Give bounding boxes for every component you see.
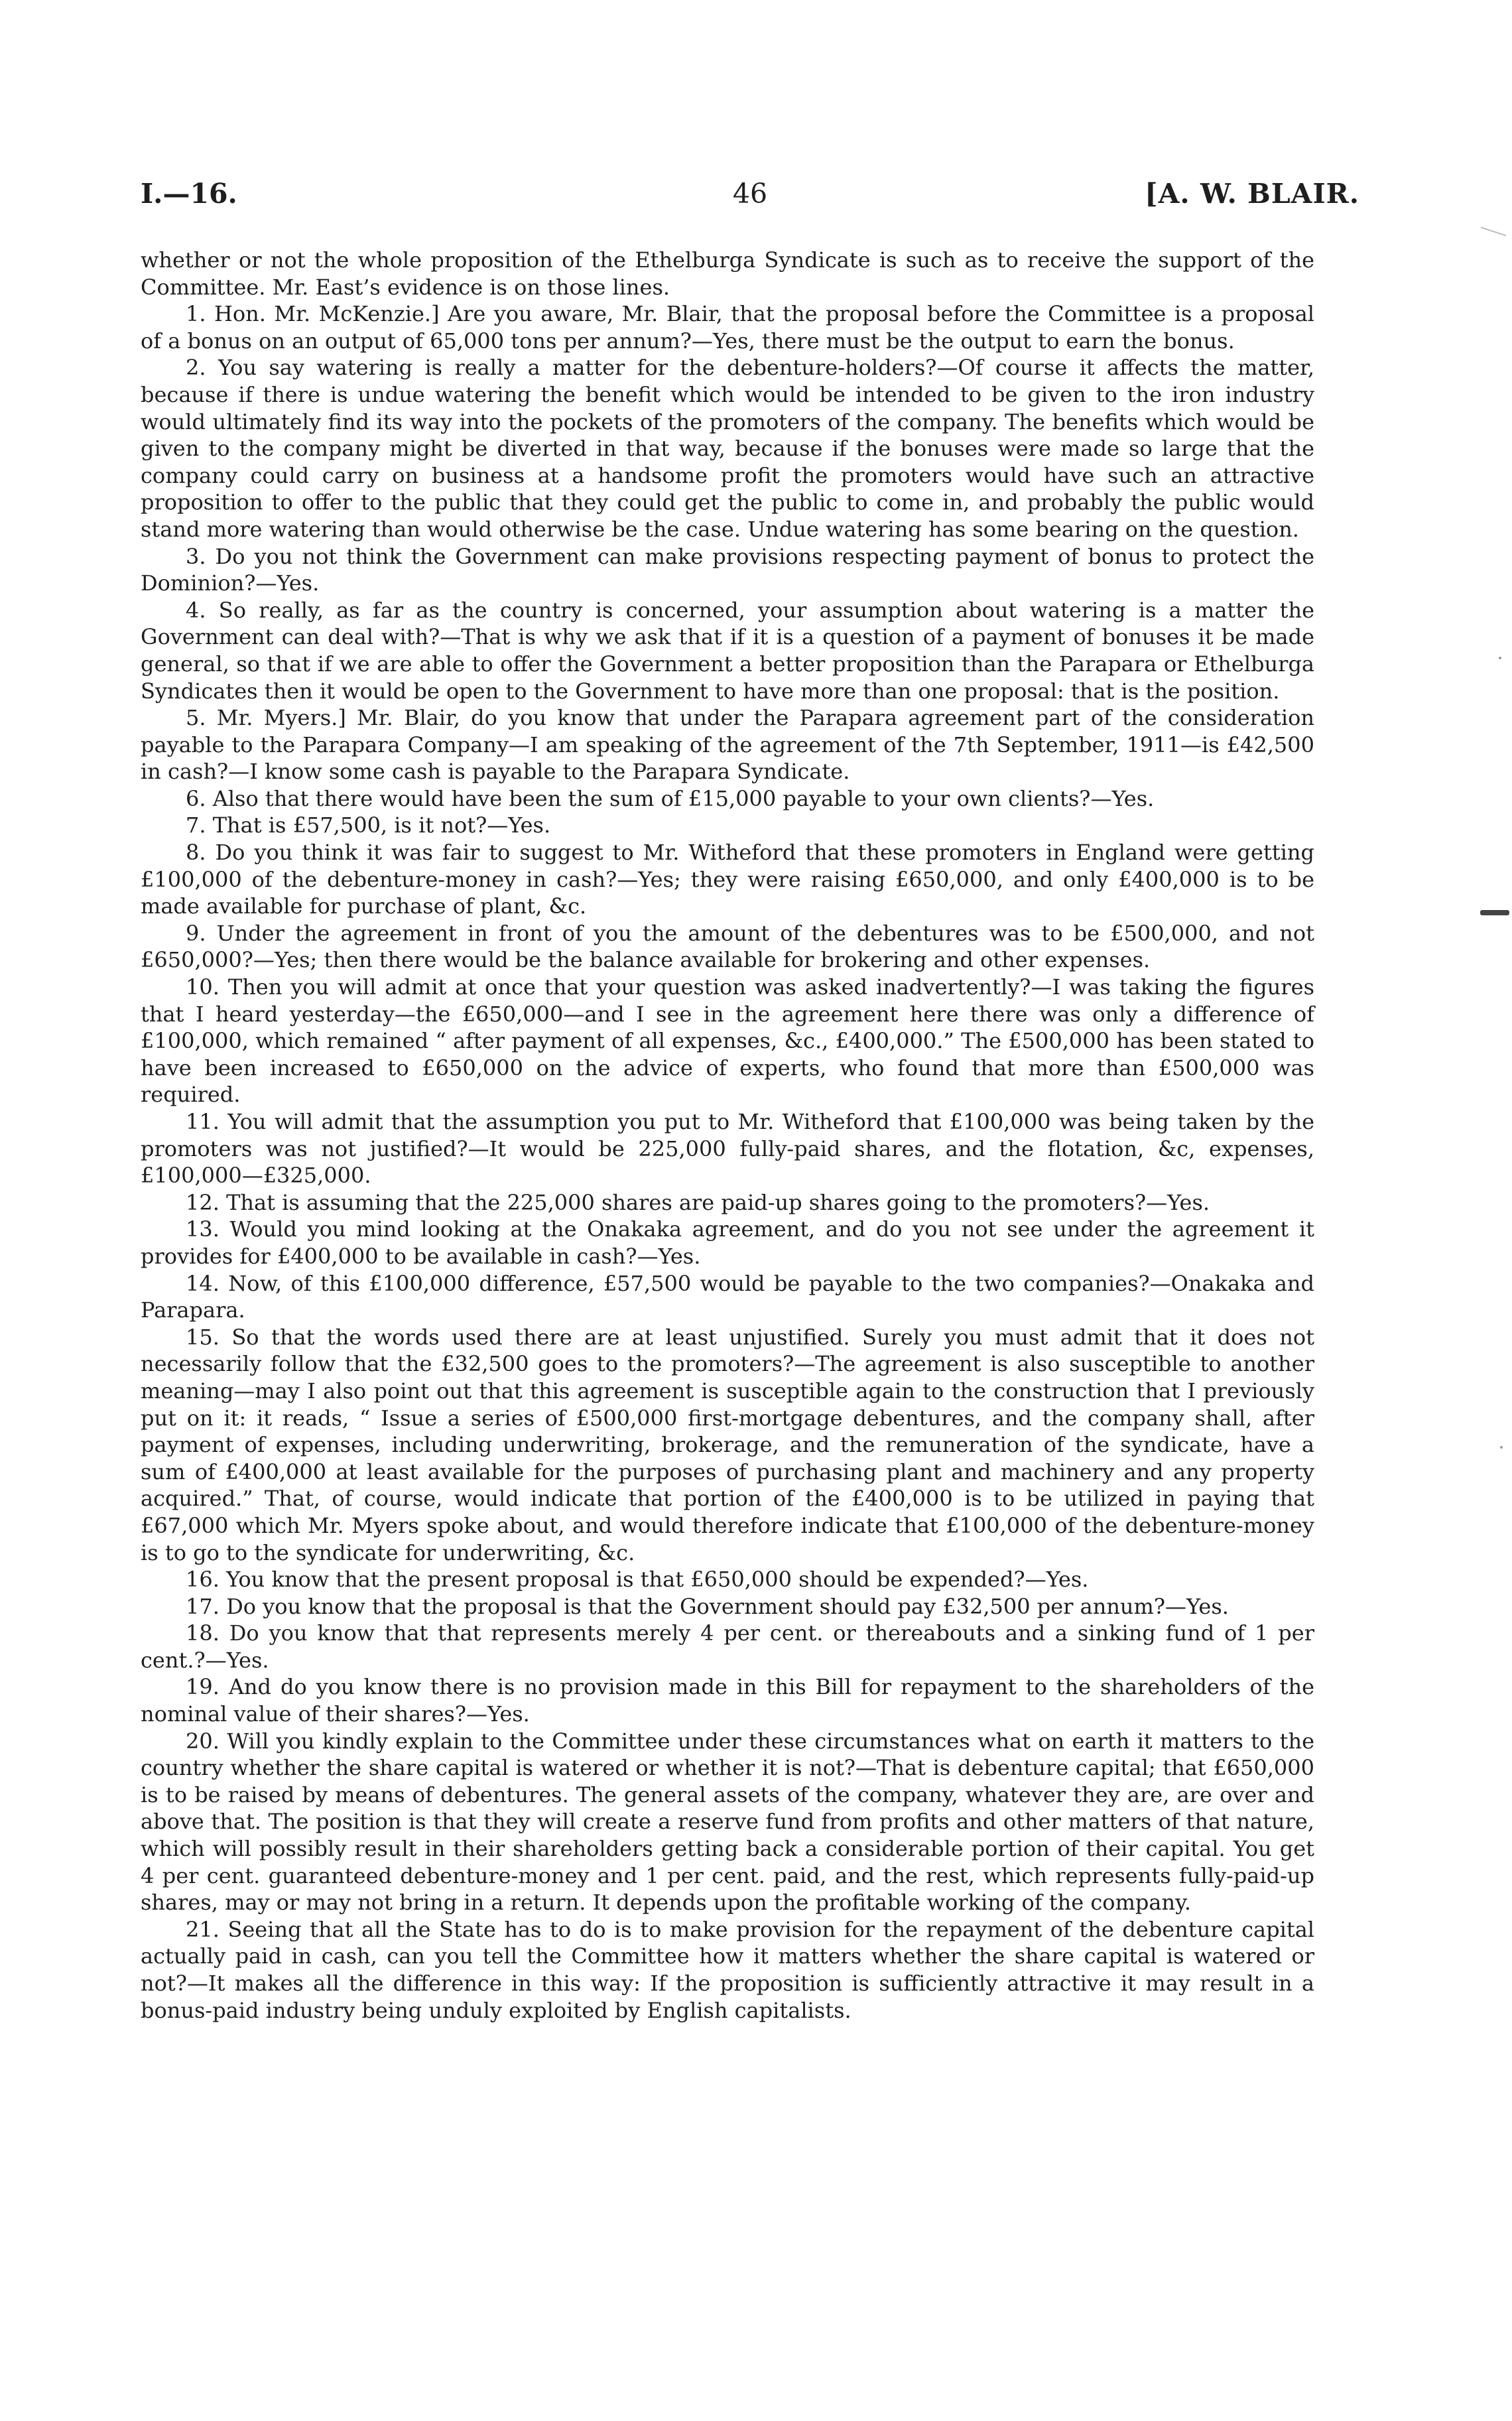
scan-speck — [1499, 657, 1501, 659]
question-paragraph: 19. And do you know there is no provision made in this Bill for repayment to the shareholders of the nominal value of their shares?—Yes. — [141, 1674, 1314, 1727]
question-paragraph: 4. So really, as far as the country is concerned, your assumption about watering is a matter the Government can deal with?—That is why we ask that if it is a question of a payment of bonuses it be made general, so that if we are able to offer the Government a better proposition than the Parapara or Ethelburga Syndicates then it would be open to the Government to have more than one proposal: that is the position. — [141, 597, 1314, 704]
question-paragraph: 16. You know that the present proposal is that £650,000 should be expended?—Yes. — [186, 1567, 1089, 1593]
question-paragraph: 5. Mr. Myers.] Mr. Blair, do you know that under the Parapara agreement part of the consideration payable to the Parapara Company—I am speaking of the agreement of the 7th September, 1911—is £42,500 in cash?—I know some cash is payable to the Parapara Syndicate. — [141, 705, 1314, 785]
question-paragraph: 6. Also that there would have been the sum of £15,000 payable to your own clients?—Yes. — [186, 785, 1155, 811]
question-paragraph: 2. You say watering is really a matter for the debenture-holders?—Of course it affects the matter, because if there is undue watering the benefit which would be intended to be given to the iron industry would ultimately find its way into the pockets of the promoters of the company. The benefits which would be given to the company might be diverted in that way, because if the bonuses were made so large that the company could carry on business at a handsome profit the promoters would have such an attractive proposition to offer to the public that they could get the public to come in, and probably the public would stand more watering than would otherwise be the case. Undue watering has some bearing on the question. — [141, 355, 1314, 542]
page-number: 46 — [732, 178, 768, 210]
page-header — [141, 178, 1359, 222]
question-paragraph: 14. Now, of this £100,000 difference, £57,500 would be payable to the two companies?—Onakaka and Parapara. — [141, 1270, 1314, 1323]
margin-mark — [1480, 910, 1509, 915]
margin-stroke — [1481, 227, 1507, 236]
question-paragraph: 8. Do you think it was fair to suggest to Mr. Witheford that these promoters in England were getting £100,000 of the debenture-money in cash?—Yes; they were raising £650,000, and only £400,000 is to be made available for purchase of plant, &c. — [141, 840, 1314, 919]
question-paragraph: 9. Under the agreement in front of you the amount of the debentures was to be £500,000, and not £650,000?—Yes; then there would be the balance available for brokering and other expenses. — [141, 920, 1314, 973]
question-paragraph: 1. Hon. Mr. McKenzie.] Are you aware, Mr. Blair, that the proposal before the Committee is a proposal of a bonus on an output of 65,000 tons per annum?—Yes, there must be the output to earn the bonus. — [141, 301, 1314, 354]
question-paragraph: 11. You will admit that the assumption you put to Mr. Witheford that £100,000 was being taken by the promoters was not justified?—It would be 225,000 fully-paid shares, and the flotation, &c, expenses, £100,000—£325,000. — [141, 1109, 1314, 1189]
document-body — [141, 247, 1314, 2024]
paragraph-continued: whether or not the whole proposition of the Ethelburga Syndicate is such as to receive the support of the Committee. Mr. East’s evidence is on those lines. — [141, 247, 1314, 300]
question-paragraph: 18. Do you know that that represents merely 4 per cent. or thereabouts and a sinking fund of 1 per cent.?—Yes. — [141, 1620, 1314, 1673]
witness-name: [A. W. BLAIR. — [1145, 178, 1359, 210]
question-paragraph: 7. That is £57,500, is it not?—Yes. — [186, 813, 551, 838]
question-paragraph: 3. Do you not think the Government can make provisions respecting payment of bonus to protect the Dominion?—Yes. — [141, 543, 1314, 596]
question-paragraph: 12. That is assuming that the 225,000 shares are paid-up shares going to the promoters?—Yes. — [186, 1189, 1210, 1215]
question-paragraph: 21. Seeing that all the State has to do is to make provision for the repayment of the debenture capital actually paid in cash, can you tell the Committee how it matters whether the share capital is watered or not?—It makes all the difference in this way: If the proposition is sufficiently attractive it may result in a bonus-paid industry being unduly exploited by English capitalists. — [141, 1916, 1314, 2023]
question-paragraph: 15. So that the words used there are at least unjustified. Surely you must admit that it does not necessarily follow that the £32,500 goes to the promoters?—The agreement is also susceptible to another meaning—may I also point out that this agreement is susceptible again to the construction that I previously put on it: it reads, “ Issue a series of £500,000 first-mortgage debentures, and the company shall, after payment of expenses, including underwriting, brokerage, and the remuneration of the syndicate, have a sum of £400,000 at least available for the purposes of purchasing plant and machinery and any property acquired.” That, of course, would indicate that portion of the £400,000 is to be utilized in paying that £67,000 which Mr. Myers spoke about, and would therefore indicate that £100,000 of the debenture-money is to go to the syndicate for underwriting, &c. — [141, 1324, 1314, 1565]
question-paragraph: 10. Then you will admit at once that your question was asked inadvertently?—I was taking the figures that I heard yesterday—the £650,000—and I see in the agreement here there was only a difference of £100,000, which remained “ after payment of all expenses, &c., £400,000.” The £500,000 has been stated to have been increased to £650,000 on the advice of experts, who found that more than £500,000 was required. — [141, 974, 1314, 1108]
question-paragraph: 20. Will you kindly explain to the Committee under these circumstances what on earth it matters to the country whether the share capital is watered or whether it is not?—That is debenture capital; that £650,000 is to be raised by means of debentures. The general assets of the company, whatever they are, are over and above that. The position is that they will create a reserve fund from profits and other matters of that nature, which will possibly result in their shareholders getting back a considerable portion of their capital. You get 4 per cent. guaranteed debenture-money and 1 per cent. paid, and the rest, which represents fully-paid-up shares, may or may not bring in a return. It depends upon the profitable working of the company. — [141, 1728, 1314, 1916]
page-reference: I.—16. — [141, 178, 237, 210]
question-paragraph: 17. Do you know that the proposal is that the Government should pay £32,500 per annum?—Yes. — [186, 1593, 1229, 1619]
question-paragraph: 13. Would you mind looking at the Onakaka agreement, and do you not see under the agreement it provides for £400,000 to be available in cash?—Yes. — [141, 1216, 1314, 1269]
scan-speck — [1500, 1446, 1503, 1449]
